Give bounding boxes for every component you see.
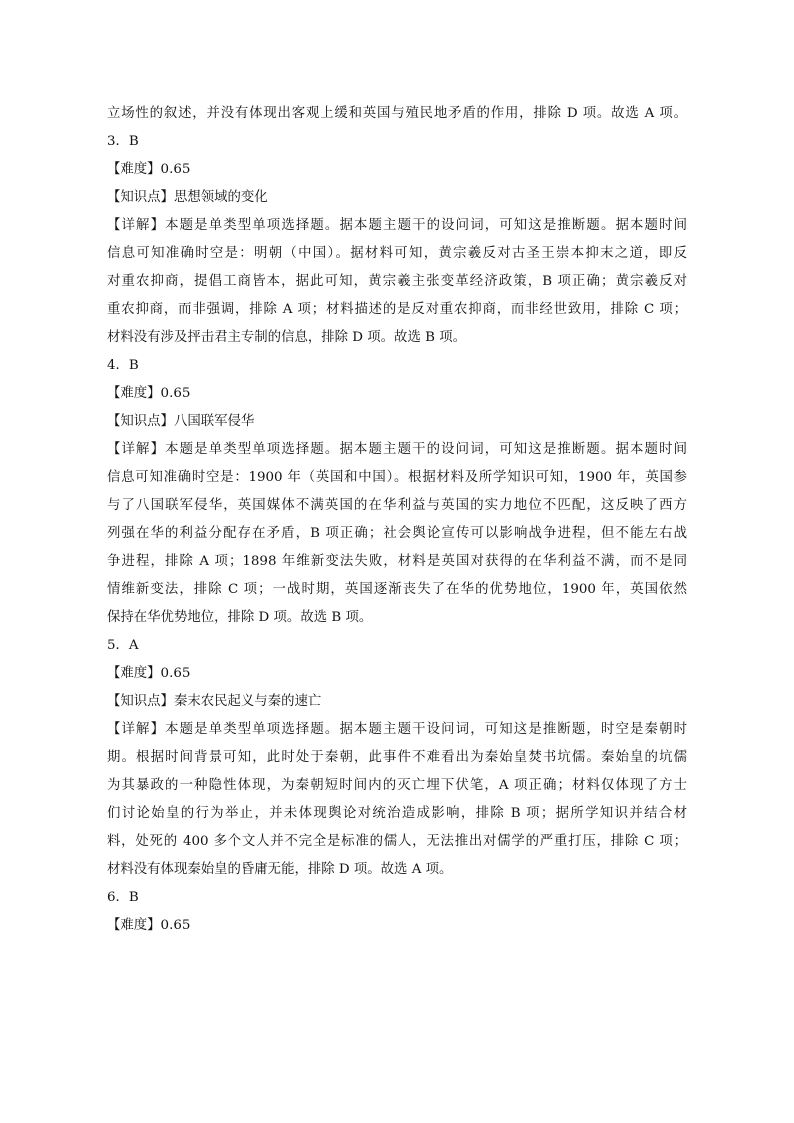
answer-explanations bbox=[107, 100, 687, 940]
question-answer-6: 6．B bbox=[107, 890, 139, 905]
difficulty-line: 【难度】0.65 bbox=[107, 386, 191, 401]
explanation-line: 对重农抑商，提倡工商皆本，据此可知，黄宗羲主张变革经济政策，B 项正确；黄宗羲反对 bbox=[107, 274, 687, 289]
explanation-line: 保持在华优势地位，排除 D 项。故选 B 项。 bbox=[107, 610, 373, 625]
knowledge-point-line: 【知识点】八国联军侵华 bbox=[107, 414, 255, 429]
explanation-line: 料，处死的 400 多个文人并不完全是标准的儒人，无法推出对儒学的严重打压，排除 C 项； bbox=[107, 834, 687, 849]
explanation-line: 与了八国联军侵华，英国媒体不满英国的在华利益与英国的实力地位不匹配，这反映了西方 bbox=[107, 498, 687, 513]
explanation-line: 信息可知准确时空是：明朝（中国）。据材料可知，黄宗羲反对古圣王崇本抑末之道，即反 bbox=[107, 246, 687, 261]
text-line: 立场性的叙述，并没有体现出客观上缓和英国与殖民地矛盾的作用，排除 D 项。故选 A 项。 bbox=[107, 106, 687, 121]
explanation-line: 列强在华的利益分配存在矛盾，B 项正确；社会舆论宣传可以影响战争进程，但不能左右战 bbox=[107, 526, 687, 541]
explanation-line: 期。根据时间背景可知，此时处于秦朝，此事件不难看出为秦始皇焚书坑儒。秦始皇的坑儒 bbox=[107, 750, 687, 765]
explanation-line: 材料没有涉及抨击君主专制的信息，排除 D 项。故选 B 项。 bbox=[107, 330, 466, 345]
explanation-line: 为其暴政的一种隐性体现，为秦朝短时间内的灭亡埋下伏笔，A 项正确；材料仅体现了方士 bbox=[107, 778, 687, 793]
explanation-line: 情维新变法，排除 C 项；一战时期，英国逐渐丧失了在华的优势地位，1900 年，英国依然 bbox=[107, 582, 687, 597]
explanation-line: 【详解】本题是单类型单项选择题。据本题主题干的设问词，可知这是推断题。据本题时间 bbox=[107, 442, 687, 457]
explanation-line: 争进程，排除 A 项；1898 年维新变法失败，材料是英国对获得的在华利益不满，而不是同 bbox=[107, 554, 687, 569]
explanation-line: 们讨论始皇的行为举止，并未体现舆论对统治造成影响，排除 B 项；据所学知识并结合材 bbox=[107, 806, 687, 821]
explanation-line: 【详解】本题是单类型单项选择题。据本题主题干的设问词，可知这是推断题。据本题时间 bbox=[107, 218, 687, 233]
question-answer-5: 5．A bbox=[107, 638, 139, 653]
explanation-line: 信息可知准确时空是：1900 年（英国和中国）。根据材料及所学知识可知，1900 年，英国参 bbox=[107, 470, 687, 485]
difficulty-line: 【难度】0.65 bbox=[107, 666, 191, 681]
difficulty-line: 【难度】0.65 bbox=[107, 918, 191, 933]
knowledge-point-line: 【知识点】秦末农民起义与秦的速亡 bbox=[107, 694, 322, 709]
question-answer-4: 4．B bbox=[107, 358, 139, 373]
explanation-line: 【详解】本题是单类型单项选择题。据本题主题干设问词，可知这是推断题，时空是秦朝时 bbox=[107, 722, 687, 737]
explanation-line: 材料没有体现秦始皇的昏庸无能，排除 D 项。故选 A 项。 bbox=[107, 862, 453, 877]
knowledge-point-line: 【知识点】思想领域的变化 bbox=[107, 190, 268, 205]
question-answer-3: 3．B bbox=[107, 134, 139, 149]
explanation-line: 重农抑商，而非强调，排除 A 项；材料描述的是反对重农抑商，而非经世致用，排除 C 项； bbox=[107, 302, 687, 317]
difficulty-line: 【难度】0.65 bbox=[107, 162, 191, 177]
